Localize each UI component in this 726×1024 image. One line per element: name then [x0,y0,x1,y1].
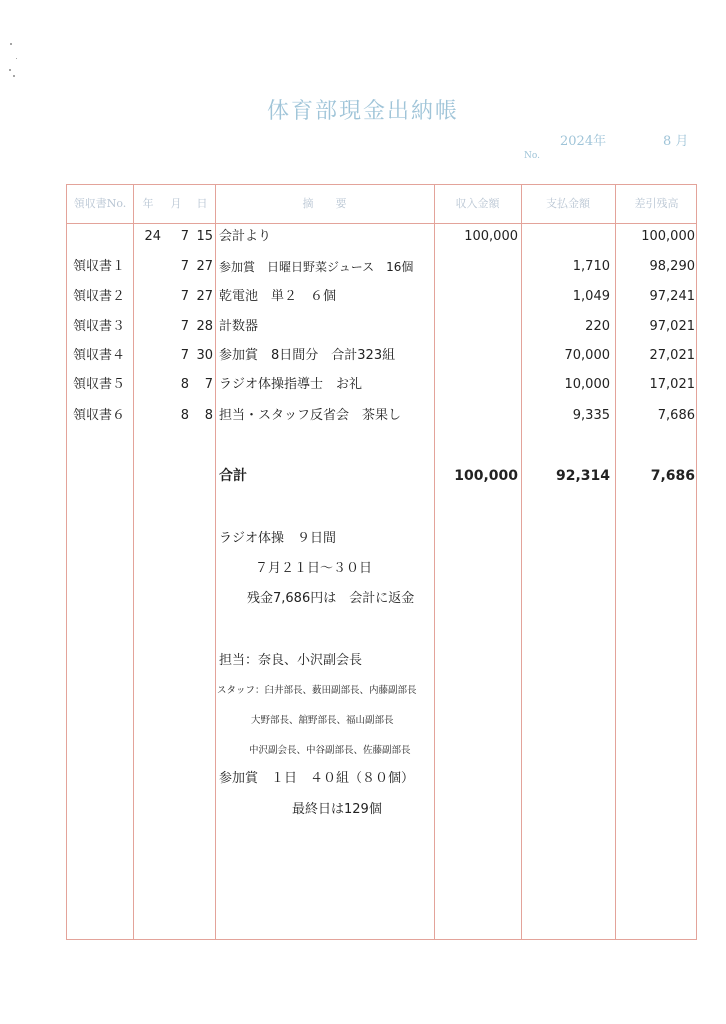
payment-cell: 220 [585,319,610,334]
summary-cell: ラジオ体操指導士 お礼 [219,377,363,392]
month-label: 8 月 [663,134,689,149]
year-label: 2024年 [560,134,607,149]
balance-cell: 17,021 [649,377,695,392]
note-line: スタッフ：臼井部長、薮田副部長、内藤副部長 [217,685,417,696]
balance-cell: 100,000 [641,229,695,244]
total-label: 合計 [219,468,247,484]
balance-cell: 7,686 [657,408,695,423]
payment-cell: 9,335 [572,408,610,423]
day-cell: 30 [196,348,213,363]
payment-cell: 1,710 [572,259,610,274]
payment-cell: 1,049 [572,289,610,304]
income-cell: 100,000 [464,229,518,244]
header-month: 月 [170,197,182,210]
receipt-cell: 領収書４ [73,348,126,363]
month-cell: 8 [180,408,189,423]
day-cell: 27 [196,259,213,274]
month-cell: 7 [180,259,189,274]
receipt-cell: 領収書２ [73,289,126,304]
month-cell: 7 [180,229,189,244]
column-divider [133,185,134,939]
day-cell: 7 [204,377,213,392]
receipt-cell: 領収書６ [73,408,126,423]
month-cell: 8 [180,377,189,392]
payment-cell: 70,000 [564,348,610,363]
summary-cell: 参加賞 日曜日野菜ジュース 16個 [219,260,414,274]
column-divider [215,185,216,939]
header-summary: 摘 要 [302,197,347,210]
summary-cell: 担当・スタッフ反省会 茶果し [219,408,402,423]
month-cell: 7 [180,348,189,363]
note-line: ７月２１日～３０日 [255,561,373,576]
scan-speck [13,75,15,77]
balance-cell: 98,290 [649,259,695,274]
scan-speck [16,58,17,59]
note-line: 最終日は129個 [292,802,382,817]
note-line: 中沢副会長、中谷副部長、佐藤副部長 [249,745,411,756]
total-income: 100,000 [454,468,518,484]
day-cell: 8 [204,408,213,423]
scan-speck [9,69,11,71]
year-cell: 24 [144,229,161,244]
payment-cell: 10,000 [564,377,610,392]
summary-cell: 乾電池 単２ ６個 [219,289,337,304]
header-balance: 差引残高 [634,197,679,210]
summary-cell: 参加賞 8日間分 合計323組 [219,348,396,363]
header-payment: 支払金額 [546,197,590,210]
balance-cell: 27,021 [649,348,695,363]
note-line: 担当：奈良、小沢副会長 [219,653,363,668]
month-cell: 7 [180,319,189,334]
receipt-cell: 領収書５ [73,377,126,392]
column-divider [434,185,435,939]
ledger-table [66,184,697,940]
header-year: 年 [142,197,154,210]
note-line: 残金7,686円は 会計に返金 [247,591,415,606]
note-line: ラジオ体操 ９日間 [219,531,337,546]
note-line: 大野部長、舘野部長、福山副部長 [251,715,394,726]
receipt-cell: 領収書３ [73,319,126,334]
receipt-cell: 領収書１ [73,259,126,274]
page-title: 体育部現金出納帳 [266,99,459,124]
header-income: 収入金額 [455,197,500,210]
number-label: No. [524,151,540,161]
note-line: 参加賞 １日 ４０組（８０個） [219,771,415,786]
day-cell: 28 [196,319,213,334]
month-cell: 7 [180,289,189,304]
scan-speck [10,43,12,45]
total-payment: 92,314 [555,468,610,484]
day-cell: 15 [196,229,213,244]
balance-cell: 97,021 [649,319,695,334]
day-cell: 27 [196,289,213,304]
header-divider [67,223,696,224]
header-receipt-no: 領収書No. [73,197,127,210]
total-balance: 7,686 [650,468,695,484]
summary-cell: 計数器 [219,319,259,334]
header-day: 日 [196,197,208,210]
balance-cell: 97,241 [649,289,695,304]
summary-cell: 会計より [219,229,272,244]
